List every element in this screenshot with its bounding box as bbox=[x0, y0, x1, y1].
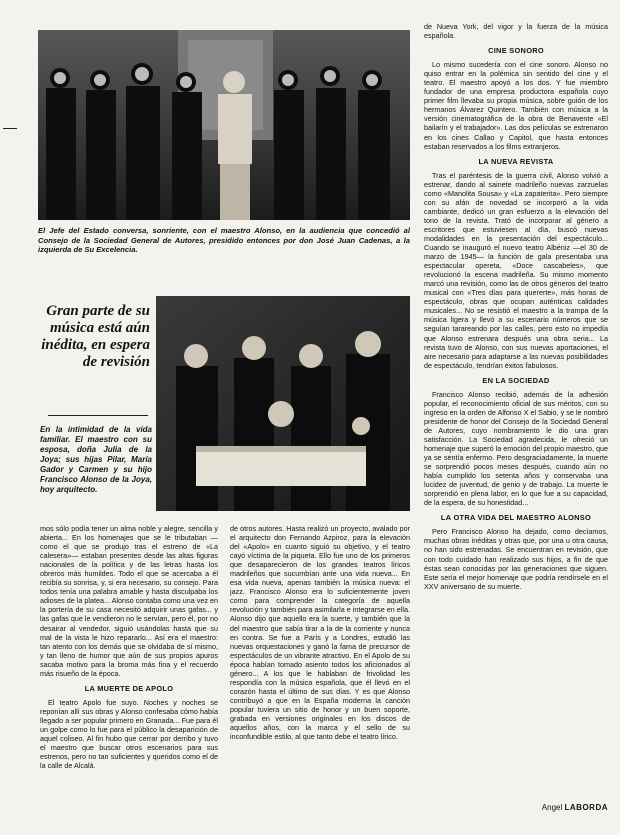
column-right-text-3: Francisco Alonso recibió, además de la adhesión popular, el reconocimiento oficial de sus méritos, con su ingreso en la orden de Alfonso X el Sabio, y se le nombró presidente de honor del Consejo de la Sociedad General de Autores, cuyo nombramiento le dio una gran satisfacción. La Sociedad agradecida, le ofreció un homenaje que superó la emoción del propio maestro, que ya se sentía enfermo. Pero desgraciadamente, la muerte se sorprendió pocos meses después, cuando aún no había cumplido los setenta años y conservaba una lucidez de juventud, de genio y de trabajo. La muerte le sorprendió en plena labor, en lo que fue a su capacidad, de la espera, de su honestidad... bbox=[424, 389, 608, 508]
column-right-text-2: Tras el paréntesis de la guerra civil, Alonso volvió a estrenar, dando al sainete madrileño nuevas zarzuelas como «Manolita Sousa» y «La zapaterita». Pero siempre con su afán de novedad se incorporó a la vida cambiante, dedicó un gran esfuerzo a la elevación del tono de la revista. Trató de incorporar al género a escritores que estuviesen al día, buscó nuevas modalidades en la presentación del espectáculo... Cuando se inauguró el nuevo teatro Albéniz —el 30 de marzo de 1945— la función de gala presentaba una espectacular opereta, «Doce cascabeles», que revolucionó la escena madrileña. Su mismo momento marcó una revisión, como las de otros géneros del teatro musical con «Tres días para quererte», más horas de espectáculo, obras que ocupan auténticas calidades musicales... No se resistió el maestro a la trampa de la música ligera y llevó a su escenario números que se seguían tarareando por las calles, pero esto no impedía que Alonso estrenara después una obra seria... La revista tuvo de Alonso, con sus nuevas aportaciones, el aire necesario para adaptarse a las nuevas posibilidades de espectáculo, tendrían éxitos fabulosos. bbox=[424, 170, 608, 370]
photo-audience-image bbox=[38, 30, 410, 220]
heading-nueva-revista: LA NUEVA REVISTA bbox=[478, 156, 554, 166]
photo-family bbox=[156, 296, 410, 511]
column-left bbox=[40, 524, 218, 770]
column-left-text: mos sólo podía tener un alma noble y alegre, sencilla y abierta... En los homenajes que se le tributaban —como el que se produjo tras el estreno de «La calesera»— estaban presentes desde las altas figuras nacionales de la política y de las letras hasta los obreros más humildes. Todo el que se acercaba a él recibía su sonrisa, y, si era necesario, su consejo. Para todos tenía una palabra amable y hasta disculpaba los adioses de la platea... Alonso contaba como una vez en la portería de su casa necesitó adquirir unas gafas... y las gafas que le vendieron no le servían, pero él, por no desairar al vendedor, siguió usándolas hasta que su mal de la vista le hizo repararlo... Así era el maestro: tan atento con los demás que se olvidaba de sí mismo, y tan lleno de humor que aún de sus propios apuros sacaba motivo para la broma más fina y el recuerdo más risueño de la época. bbox=[40, 524, 218, 678]
column-right-intro: de Nueva York, del vigor y la fuerza de la música española. bbox=[424, 22, 608, 41]
photo-audience bbox=[38, 30, 410, 220]
signature-prefix: Angel bbox=[541, 803, 563, 812]
column-middle bbox=[230, 524, 410, 741]
photo-family-image bbox=[156, 296, 410, 511]
pull-quote-rule bbox=[48, 415, 148, 416]
column-left-text-2: El teatro Apolo fue suyo. Noches y noches se reponían allí sus obras y Alonso confesaba cómo había llegado a ser popular primero en Granada... Fue para él un golpe como lo fue para el público la desaparición de aquel coliseo. Al fin hubo que cerrar por derribo y tuvo el maestro que buscar otros escenarios para sus estrenos, pero no tan suficientes y queridos como el de la calle de Alcalá. bbox=[40, 697, 218, 771]
caption-family: En la intimidad de la vida familiar. El maestro con su esposa, doña Julia de la Joya; sus hijas Pilar, María Gador y Carmen y su hijo Francisco Alonso de la Joya, hoy arquitecto. bbox=[40, 425, 152, 494]
signature-name: LABORDA bbox=[564, 803, 608, 812]
heading-en-la-sociedad: EN LA SOCIEDAD bbox=[482, 375, 550, 385]
column-middle-text: de otros autores. Hasta realizó un proyecto, avalado por el arquitecto don Fernando Azpiroz, para la elevación del «Apolo» en cuanto siguió su objetivo, y el teatro cayó víctima de la piqueta. Ello fue uno de los primeros que desaparecieron de los grandes teatros líricos madrileños que sucumbían ante una vida nueva... En esa vida nueva, apenas también la música nueva: el jazz. Francisco Alonso era lo suficientemente joven como para comprender la categoría de aquella revolución y también para asimilarla e integrarse en ella. Alonso dijo que aquello era la suerte, y también que la del maestro que sabía tirar a la de la corriente y nunca en contra. Se fue a París y a Londres, estudió las nuevas orquestaciones y ganó la fama de precursor de espectáculos de un vibrante atractivo. En el Apolo de su época habían tomado asiento todos los aficionados al género... A los que le hablaban de frivolidad les respondía con la música española, que él llevó en el corazón hasta el último de sus días. Y es que Alonso contribuyó a que en la España moderna la canción popular tuviera un sitio de honor y un buen soporte, grabada en versiones originales en los discos de aquellos años, con la marca y el sello de su inconfundible estilo, al que tanto debe el teatro lírico. bbox=[230, 524, 410, 742]
pull-quote: Gran parte de su música está aún inédita, en espera de revisión bbox=[41, 303, 150, 370]
column-right-text-4: Pero Francisco Alonso ha dejado, como decíamos, muchas obras inéditas y otras que, por una u otra causa, no han sido estrenadas. Se encuentran en revisión, que con todo cuidado han realizado sus hijos, a fin de que éstas sean conocidas por las generaciones que siguen. Este sería el mejor homenaje que podría rendírsele en el XXV aniversario de su muerte. bbox=[424, 527, 608, 591]
heading-otra-vida: LA OTRA VIDA DEL MAESTRO ALONSO bbox=[440, 513, 592, 523]
column-right bbox=[424, 22, 608, 591]
left-rule bbox=[3, 128, 17, 129]
column-right-text-1: Lo mismo sucedería con el cine sonoro. Alonso no quiso entrar en la polémica sin sentido del cine y el teatro. El maestro apoyó a los dos. Y fue miembro fundador de una empresa productora española cuyo primer film llevaba su propia música, sobre guión de los hermanos Álvarez Quintero. También con música a la versión cinematográfica de la obra de Benavente «El bailarín y el trabajador». Las dos películas se estrenaron en los cines Callao y Capitol, que hasta entonces estaban reservados a los films extranjeros. bbox=[424, 60, 608, 151]
author-signature bbox=[470, 803, 608, 812]
heading-muerte-apolo: LA MUERTE DE APOLO bbox=[84, 683, 174, 693]
heading-cine-sonoro: CINE SONORO bbox=[488, 46, 544, 56]
caption-audience: El Jefe del Estado conversa, sonriente, con el maestro Alonso, en la audiencia que concedió al Consejo de la Sociedad General de Autores, presidido entonces por don José Juan Cadenas, a la izquierda de Su Excelencia. bbox=[38, 226, 410, 255]
